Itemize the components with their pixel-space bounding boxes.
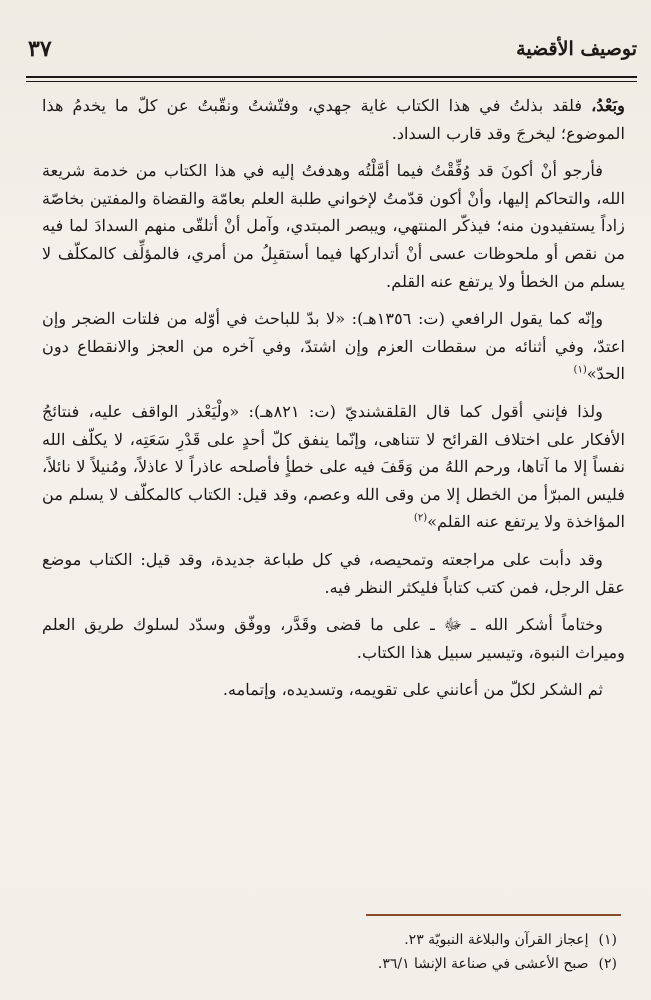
- footnotes: [40, 928, 617, 976]
- footnote-ref-2: (٢): [413, 512, 428, 524]
- paragraph-3: [42, 305, 625, 388]
- footnote-number: (١): [598, 932, 617, 948]
- chapter-title: توصيف الأقضية: [516, 38, 637, 60]
- paragraph-1-text: فلقد بذلتُ في هذا الكتاب غاية جهدي، وفتّشتُ ونقّبتُ عن كلّ ما يخدمُ هذا الموضوع؛ ليخرجَ وقد قارب السداد.: [42, 96, 625, 143]
- header-rule-thin: [26, 81, 637, 82]
- header-rule-thick: [26, 76, 637, 78]
- body-text: [42, 92, 625, 714]
- paragraph-3-text: وإنّه كما يقول الرافعي (ت: ١٣٥٦هـ): «لا بدّ للباحث في أوّله من فلتات الضجر وإن اعتدّ، وفي أثنائه من سقطات العزم وإن اشتدّ، وفي آخره من العجز والانقطاع دون الحدّ»: [42, 309, 625, 384]
- paragraph-2: فأرجو أنْ أكونَ قد وُفِّقْتُ فيما أمَّلْتُه وهدفتُ إليه في هذا الكتاب من خدمة شريعة الله، والتحاكم إليها، وأنْ أكون قدّمتُ لإخواني طلبة العلم بعامّة والقضاة والمفتين بخاصّة زاداً يستفيدون منه؛ فيذكّر المنتهي، ويبصر المبتدي، وآمل أنْ أتلقّى منهم السدادَ لما فيه من نقص أو ملحوظات عسى أنْ أتداركها فيما أستقبِلُ من أمري، فالمؤلِّف كالمكلّف لا يسلم من الخطأ ولا يرتفع عنه القلم.: [42, 161, 625, 291]
- paragraph-4: [42, 398, 625, 536]
- footnote-item: [40, 952, 617, 976]
- footnote-text: إعجاز القرآن والبلاغة النبويّة ٢٣.: [404, 932, 589, 948]
- running-header: [26, 34, 637, 72]
- footnote-divider: [366, 914, 621, 916]
- paragraph-5: وقد دأبت على مراجعته وتمحيصه، في كل طباعة جديدة، وقد قيل: الكتاب موضع عقل الرجل، فمن كتب كتاباً فليكثر النظر فيه.: [42, 549, 625, 597]
- footnote-item: [40, 928, 617, 952]
- footnote-ref-1: (١): [573, 364, 587, 376]
- footnote-text: صبح الأعشى في صناعة الإنشا ٣٦/١.: [377, 956, 589, 972]
- paragraph-6: وختاماً أشكر الله ـ ﷻ ـ على ما قضى وقَدَّر، ووفّق وسدّد لسلوك طريق العلم وميراث النبوة، وتيسير سبيل هذا الكتاب.: [42, 615, 625, 662]
- footnote-number: (٢): [598, 956, 617, 972]
- paragraph-1: [42, 92, 625, 147]
- opening-word: وبَعْدُ،: [591, 96, 625, 115]
- paragraph-7: ثم الشكر لكلّ من أعانني على تقويمه، وتسديده، وإتمامه.: [222, 680, 603, 700]
- page-number: ٣٧: [28, 36, 52, 62]
- paragraph-4-text: ولذا فإنني أقول كما قال القلقشنديّ (ت: ٨٢١هـ): «ولْيَعْذر الواقف عليه، فنتائجُ الأفكار على اختلاف القرائح لا تتناهى، وإنّما ينفق كلّ أحدٍ على قَدْرِ سَعَتِه، لا يكلّف الله نفساً إلا ما آتاها، ورحم اللهُ من وَقَفَ فيه على خطأٍ فأصلحه عاذراً لا عاذلاً، ومُنيلاً لا نائلاً، فليس المبرّأ من الخطل إلا من وقى الله وعصم، وقد قيل: الكتاب كالمكلّف لا يسلم من المؤاخذة ولا يرتفع عنه القلم»: [42, 401, 625, 532]
